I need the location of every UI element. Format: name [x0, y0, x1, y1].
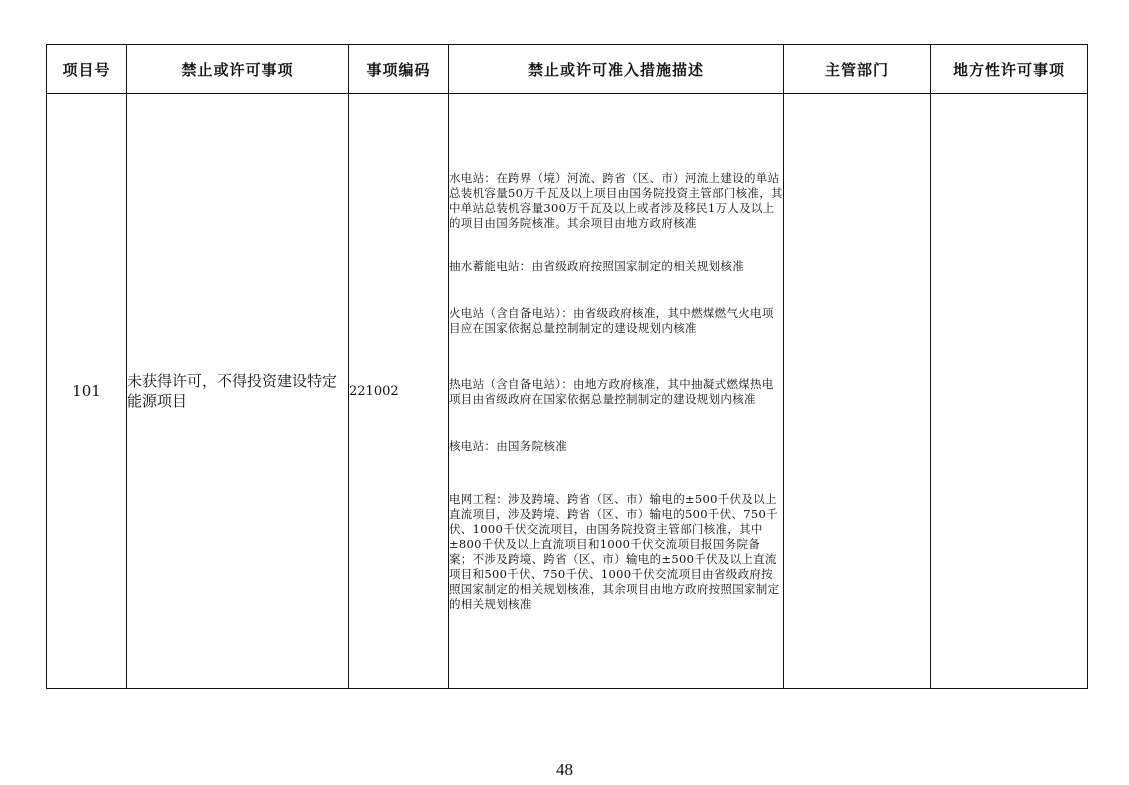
page-number: 48	[556, 760, 573, 779]
row-local-permit	[931, 94, 1088, 689]
header-item-number: 项目号	[47, 45, 127, 94]
row-item-code: 221002	[349, 94, 449, 689]
description-nuclear: 核电站：由国务院核准	[449, 438, 567, 453]
permit-table	[46, 44, 1088, 689]
row-number: 101	[47, 94, 127, 689]
table-header-row	[47, 45, 1088, 94]
description-pumped-storage: 抽水蓄能电站：由省级政府按照国家制定的相关规划核准	[449, 258, 744, 273]
header-item-name: 禁止或许可事项	[127, 45, 349, 94]
row-item-name: 未获得许可，不得投资建设特定能源项目	[127, 94, 349, 689]
description-power-grid: 电网工程：涉及跨境、跨省（区、市）输电的±500千伏及以上直流项目，涉及跨境、跨省（区、市）输电的500千伏、750千伏、1000千伏交流项目，由国务院投资主管部门核准，其中±800千伏及以上直流项目和1000千伏交流项目报国务院备案；不涉及跨境、跨省（区、市）输电的±500千伏及以上直流项目和500千伏、750千伏、1000千伏交流项目由省级政府按照国家制定的相关规划核准，其余项目由地方政府按照国家制定的相关规划核准	[449, 491, 780, 611]
description-hydropower: 水电站：在跨界（境）河流、跨省（区、市）河流上建设的单站总装机容量50万千瓦及以上项目由国务院投资主管部门核准，其中单站总装机容量300万千瓦及以上或者涉及移民1万人及以上的项目由国务院核准。其余项目由地方政府核准	[449, 170, 783, 230]
header-description: 禁止或许可准入措施描述	[449, 45, 784, 94]
description-cogeneration: 热电站（含自备电站）：由地方政府核准，其中抽凝式燃煤热电项目由省级政府在国家依据总量控制制定的建设规划内核准	[449, 376, 774, 406]
table-row	[47, 94, 1088, 689]
header-item-code: 事项编码	[349, 45, 449, 94]
row-description	[449, 94, 784, 689]
description-thermal-power: 火电站（含自备电站）：由省级政府核准，其中燃煤燃气火电项目应在国家依据总量控制制定的建设规划内核准	[449, 305, 774, 335]
header-department: 主管部门	[784, 45, 931, 94]
header-local-permit: 地方性许可事项	[931, 45, 1088, 94]
row-department	[784, 94, 931, 689]
